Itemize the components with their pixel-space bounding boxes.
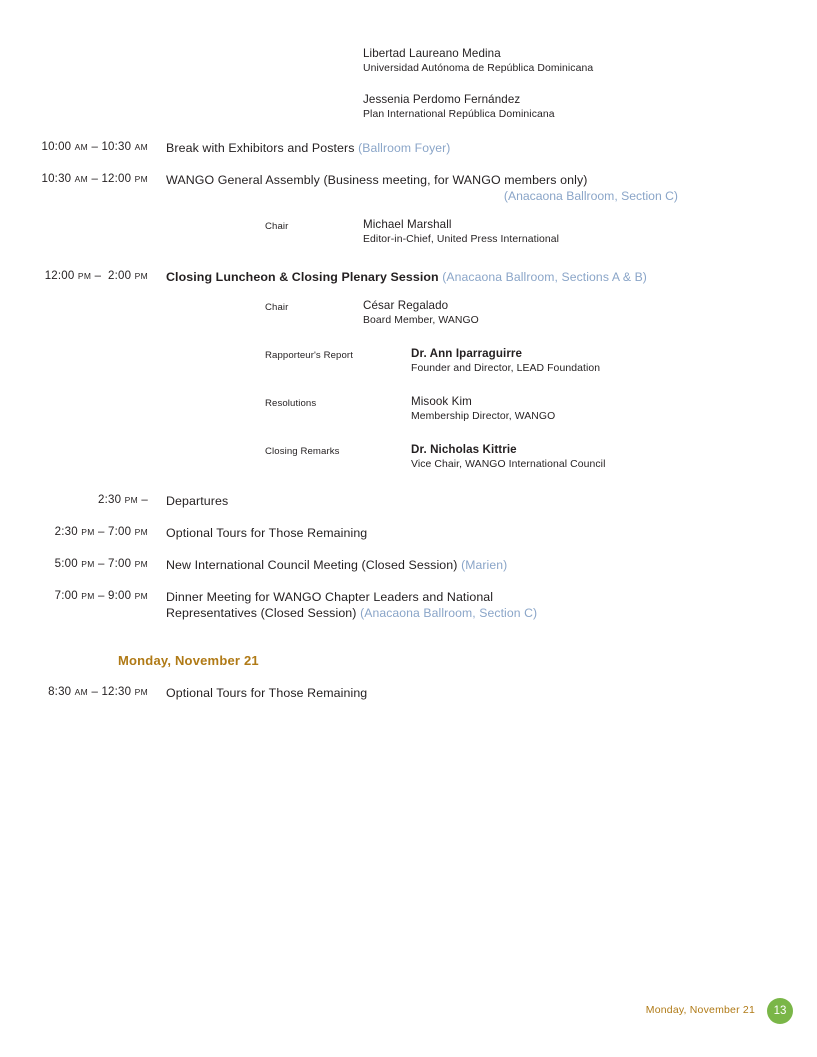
schedule-time: 12:00 PM – 2:00 PM xyxy=(44,270,148,282)
schedule-title-line: Dinner Meeting for WANGO Chapter Leaders and National xyxy=(166,590,494,604)
schedule-body xyxy=(148,173,678,204)
schedule-time: 10:00 AM – 10:30 AM xyxy=(41,141,148,153)
schedule-venue: (Ballroom Foyer) xyxy=(358,141,451,155)
role-label: Closing Remarks xyxy=(265,446,340,457)
schedule-title-line: Optional Tours for Those Remaining xyxy=(166,526,368,540)
role-row xyxy=(0,347,817,386)
schedule-time: 7:00 PM – 9:00 PM xyxy=(54,590,148,602)
role-row xyxy=(0,299,817,338)
schedule-time: 10:30 AM – 12:00 PM xyxy=(41,173,148,185)
role-person-name: Dr. Nicholas Kittrie xyxy=(411,443,517,456)
speaker-block xyxy=(363,92,555,122)
schedule-venue: (Anacaona Ballroom, Sections A & B) xyxy=(442,270,647,284)
schedule-time: 8:30 AM – 12:30 PM xyxy=(48,686,148,698)
day-heading: Monday, November 21 xyxy=(118,653,259,668)
schedule-row xyxy=(0,494,228,510)
schedule-time: 2:30 PM – 7:00 PM xyxy=(54,526,148,538)
page-number-badge: 13 xyxy=(767,998,793,1024)
role-person-title: Editor-in-Chief, United Press International xyxy=(363,233,560,245)
role-person-title: Membership Director, WANGO xyxy=(411,410,556,422)
schedule-title-line: Closing Luncheon & Closing Plenary Session (Anacaona Ballroom, Sections A & B) xyxy=(166,270,647,284)
schedule-time: 5:00 PM – 7:00 PM xyxy=(54,558,148,570)
role-person-title: Vice Chair, WANGO International Council xyxy=(411,458,606,470)
role-person xyxy=(411,442,605,472)
speaker-name: Jessenia Perdomo Fernández xyxy=(363,93,521,106)
schedule-body xyxy=(148,526,367,542)
speaker-name: Libertad Laureano Medina xyxy=(363,47,501,60)
schedule-row xyxy=(0,270,647,286)
schedule-row xyxy=(0,590,537,621)
schedule-row xyxy=(0,558,507,574)
role-row xyxy=(0,443,817,482)
schedule-title-line: Departures xyxy=(166,494,229,508)
schedule-body xyxy=(148,141,450,157)
schedule-title-line: New International Council Meeting (Closed Session) (Marien) xyxy=(166,558,508,572)
schedule-title-line: Representatives (Closed Session) (Anacaona Ballroom, Section C) xyxy=(166,605,538,620)
role-person xyxy=(411,394,555,424)
schedule-row xyxy=(0,173,678,204)
role-person-name: Michael Marshall xyxy=(363,218,452,231)
role-label: Resolutions xyxy=(265,398,317,409)
role-person-name: César Regalado xyxy=(363,299,449,312)
schedule-body xyxy=(148,558,507,574)
schedule-row xyxy=(0,686,367,702)
role-person-name: Dr. Ann Iparraguirre xyxy=(411,347,523,360)
role-label: Rapporteur's Report xyxy=(265,350,353,361)
schedule-row xyxy=(0,526,367,542)
schedule-title-line: WANGO General Assembly (Business meeting, for WANGO members only) xyxy=(166,173,588,187)
role-person xyxy=(411,346,600,376)
role-person xyxy=(363,217,559,247)
role-person-name: Misook Kim xyxy=(411,395,472,408)
schedule-title-line: Break with Exhibitors and Posters (Ballroom Foyer) xyxy=(166,141,451,155)
role-label: Chair xyxy=(265,302,289,313)
footer-note: Monday, November 21 xyxy=(645,1004,755,1016)
role-label: Chair xyxy=(265,221,289,232)
schedule-venue: (Marien) xyxy=(461,558,508,572)
speaker-affiliation: Plan International República Dominicana xyxy=(363,108,555,120)
schedule-body xyxy=(148,494,228,510)
role-row xyxy=(0,395,817,434)
schedule-body xyxy=(148,270,647,286)
role-person xyxy=(363,298,479,328)
role-person-title: Board Member, WANGO xyxy=(363,314,479,326)
speaker-block xyxy=(363,46,593,76)
speaker-affiliation: Universidad Autónoma de República Dominicana xyxy=(363,62,594,74)
schedule-time: 2:30 PM – xyxy=(98,494,148,506)
schedule-title-line: Optional Tours for Those Remaining xyxy=(166,686,368,700)
schedule-row xyxy=(0,141,450,157)
role-person-title: Founder and Director, LEAD Foundation xyxy=(411,362,601,374)
schedule-venue: (Anacaona Ballroom, Section C) xyxy=(360,605,538,620)
schedule-body xyxy=(148,686,367,702)
role-row xyxy=(0,218,817,257)
schedule-body xyxy=(148,590,537,621)
schedule-venue: (Anacaona Ballroom, Section C) xyxy=(503,188,678,203)
